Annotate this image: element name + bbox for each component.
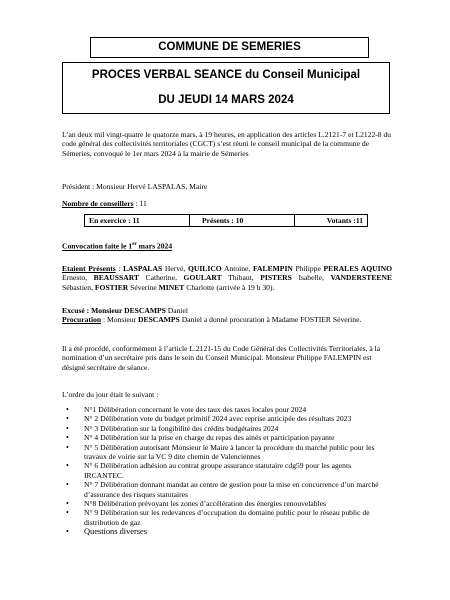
list-item bbox=[62, 443, 392, 462]
convocation-sup: er bbox=[132, 242, 137, 247]
present-member-text: Charlotte (arrivée à 19 h 30). bbox=[184, 282, 275, 292]
bullet-icon: • bbox=[66, 508, 69, 518]
list-item bbox=[62, 433, 392, 442]
table-row bbox=[85, 215, 368, 227]
list-item bbox=[62, 508, 392, 527]
present-member-text: Sébastien, bbox=[62, 282, 95, 292]
commune-title: COMMUNE DE SEMERIES bbox=[158, 41, 301, 53]
present-member-name: VANDERSTEENE bbox=[330, 273, 393, 283]
agenda-item-text: N° 7 Délibération donnant mandat au centre de gestion pour la mise en concurrence d’un marché d’assurance des risques statutaires bbox=[84, 480, 379, 499]
present-member-name: MINET bbox=[158, 282, 185, 292]
procuration-rest: Daniel a donné procuration à Madame FOSTIER Séverine. bbox=[179, 315, 362, 324]
excuse-rest: Daniel bbox=[165, 306, 188, 315]
bullet-icon: • bbox=[66, 461, 69, 471]
present-member-name: QUILICO bbox=[187, 264, 222, 273]
intro-paragraph: L’an deux mil vingt-quatre le quatorze mars, à 19 heures, en application des articles L.2121-7 et L2122-8 du code général des collectivités territoriales (CGCT) s’est réuni le conseil municipal de la commune de Sémeries, convoqué le 1er mars 2024 à la mairie de Sémeries bbox=[62, 130, 392, 158]
present-member-text: Séverine bbox=[128, 282, 159, 292]
present-member-name: PERALES AQUINO bbox=[323, 264, 392, 273]
excuse-line bbox=[62, 306, 392, 315]
present-member-text: : bbox=[115, 264, 124, 273]
present-member-text: Philippe bbox=[292, 264, 324, 273]
conseillers-label: Nombre de conseillers bbox=[62, 199, 134, 208]
conseillers-count bbox=[62, 199, 147, 208]
present-member-name: BEAUSSART bbox=[93, 273, 139, 283]
list-item bbox=[62, 461, 392, 480]
present-member-text: Isabelle, bbox=[291, 273, 331, 283]
bullet-icon: • bbox=[66, 423, 69, 433]
present-member-name: GOULART bbox=[183, 273, 222, 283]
bullet-icon: • bbox=[66, 499, 69, 509]
present-member-name: LASPALAS bbox=[123, 264, 163, 273]
agenda-item-text: N° 5 Délibération autorisant Monsieur le Maire à lancer la procédure du marché public pour les travaux de voirie sur la VC 9 dite chemin de Valenciennes bbox=[84, 442, 375, 462]
procuration-line bbox=[62, 315, 392, 324]
list-item bbox=[62, 405, 392, 414]
present-member-text: Ernesto, bbox=[62, 273, 94, 283]
present-member-name: PISTERS bbox=[260, 273, 292, 283]
present-member-name: FOSTIER bbox=[94, 282, 129, 292]
count-votants: Votants :11 bbox=[295, 215, 368, 227]
presents-label: Etaient Présents bbox=[62, 264, 116, 273]
count-exercice: En exercice : 11 bbox=[85, 215, 190, 227]
commune-title-box bbox=[90, 37, 369, 58]
pv-title-box bbox=[62, 62, 390, 114]
procuration-name: DESCAMPS bbox=[138, 315, 180, 324]
bullet-icon: • bbox=[66, 480, 69, 490]
presents-paragraph bbox=[62, 264, 392, 292]
present-member-text: Catherine, bbox=[138, 273, 184, 283]
agenda-item-text: N° 2 Délibération vote du budget primitif 2024 avec reprise anticipée des résultats 2023 bbox=[84, 414, 352, 424]
bullet-icon: • bbox=[66, 405, 69, 414]
agenda-item-text: N° 3 Délibération sur la fongibilité des crédits budgétaires 2024 bbox=[84, 423, 279, 433]
counts-table bbox=[84, 214, 368, 227]
convocation-line bbox=[62, 240, 172, 251]
agenda-item-text: N°8 Délibération prévoyant les zones d’accélération des énergies renouvelables bbox=[84, 499, 327, 509]
convocation-rest: mars 2024 bbox=[136, 241, 173, 251]
ordre-label: L’ordre du jour était le suivant : bbox=[62, 390, 159, 399]
agenda-list bbox=[62, 405, 392, 537]
conseillers-value: : 11 bbox=[133, 199, 147, 208]
excuse-label: Excusé : Monsieur DESCAMPS bbox=[62, 306, 166, 315]
bullet-icon: • bbox=[66, 433, 69, 443]
present-member-text: Thibaut, bbox=[221, 273, 261, 283]
count-presents: Présents : 10 bbox=[190, 215, 295, 227]
list-item bbox=[62, 499, 392, 508]
agenda-item-text: N°1 Délibération concernant le vote des taux des taxes locales pour 2024 bbox=[84, 405, 307, 414]
convocation-text: Convocation faite le 1 bbox=[62, 241, 133, 251]
present-member-text: Antoine, bbox=[221, 264, 253, 273]
list-item bbox=[62, 424, 392, 433]
procuration-pre: : Monsieur bbox=[101, 315, 139, 324]
agenda-item-text: N° 4 Délibération sur la prise en charge du repas des ainés et participation payante bbox=[84, 433, 335, 443]
secretary-paragraph: Il a été procédé, conformément à l’article L.2121-15 du Code Général des Collectivités Territoriales, à la nomination d’un secrétaire pris dans le sein du Conseil Municipal. Monsieur Philippe FALEMPIN est désigné secrétaire de séance. bbox=[62, 344, 381, 372]
bullet-icon: • bbox=[66, 414, 69, 424]
list-item bbox=[62, 480, 392, 499]
pv-title: PROCES VERBAL SEANCE du Conseil Municipal bbox=[91, 69, 361, 81]
agenda-item-text: N° 6 Délibération adhésion au contrat groupe assurance statutaire cdg59 pour les agents IRCANTEC. bbox=[84, 461, 352, 480]
present-member-text: Hervé, bbox=[162, 264, 188, 273]
list-item bbox=[62, 414, 392, 423]
list-item bbox=[62, 527, 392, 536]
president-line: Président : Monsieur Hervé LASPALAS, Maire bbox=[62, 182, 208, 191]
agenda-item-text: Questions diverses bbox=[84, 527, 148, 537]
agenda-item-text: N° 9 Délibération sur les redevances d’occupation du domaine public pour le réseau public de distribution de gaz bbox=[84, 508, 370, 527]
bullet-icon: • bbox=[66, 527, 69, 537]
bullet-icon: • bbox=[66, 442, 69, 452]
present-member-name: FALEMPIN bbox=[252, 264, 293, 273]
session-date: DU JEUDI 14 MARS 2024 bbox=[158, 94, 294, 106]
procuration-label: Procuration bbox=[62, 315, 102, 324]
